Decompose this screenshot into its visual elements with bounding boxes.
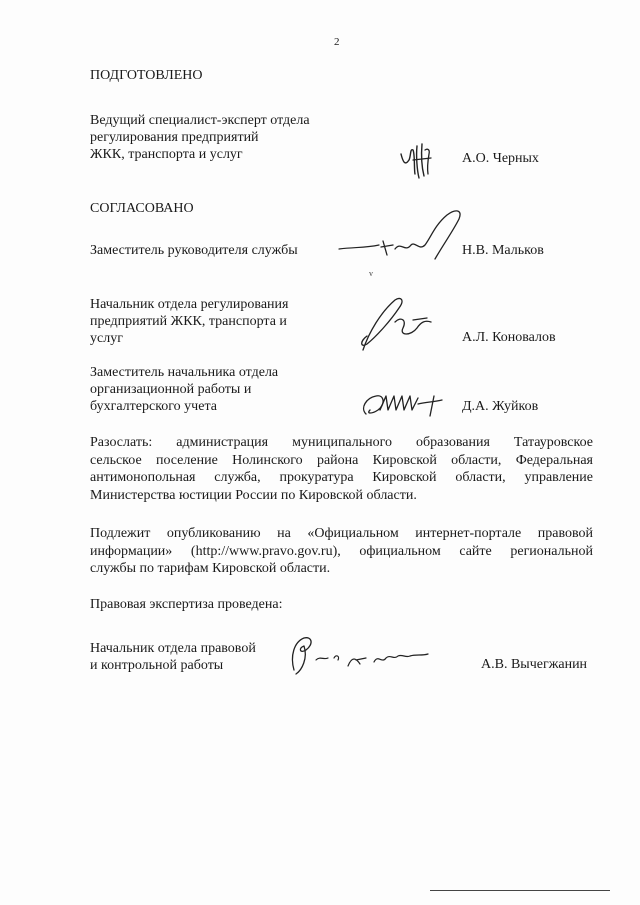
position-line: предприятий ЖКК, транспорта и xyxy=(90,314,287,329)
position-line: бухгалтерского учета xyxy=(90,399,217,414)
position-line: регулирования предприятий xyxy=(90,130,259,145)
paragraph-line: Подлежит опубликованию на «Официальном интернет-портале правовой xyxy=(90,526,593,541)
legal-review-position xyxy=(90,640,256,674)
position-line: Начальник отдела регулирования xyxy=(90,297,289,312)
tick-mark: v xyxy=(369,269,373,278)
paragraph-line: информации» (http://www.pravo.gov.ru), официальном сайте региональной xyxy=(90,543,593,559)
position-line: услуг xyxy=(90,331,123,346)
position-line: Начальник отдела правовой xyxy=(90,641,256,656)
signature-chernykh xyxy=(395,140,445,184)
position-line: и контрольной работы xyxy=(90,658,224,673)
legal-review-statement: Правовая экспертиза проведена: xyxy=(90,597,283,612)
paragraph-line: антимонопольная служба, прокуратура Кировской области, управление xyxy=(90,470,593,485)
signer-2-name: А.Л. Коновалов xyxy=(462,330,556,345)
signer-3-position xyxy=(90,364,278,415)
page-number: 2 xyxy=(334,36,340,48)
distribution-paragraph xyxy=(90,434,593,504)
position-line: ЖКК, транспорта и услуг xyxy=(90,147,243,162)
signer-3-name: Д.А. Жуйков xyxy=(462,399,539,414)
position-line: Заместитель начальника отдела xyxy=(90,365,279,380)
paragraph-line: Министерства юстиции России по Кировской области. xyxy=(90,487,417,503)
prepared-heading: ПОДГОТОВЛЕНО xyxy=(90,68,203,83)
position-line: Ведущий специалист-эксперт отдела xyxy=(90,113,310,128)
footer-rule xyxy=(430,890,610,891)
signer-1-position: Заместитель руководителя службы xyxy=(90,243,298,258)
agreed-heading: СОГЛАСОВАНО xyxy=(90,201,194,216)
prepared-position xyxy=(90,112,310,163)
signature-vychegzhanin xyxy=(282,630,442,680)
signer-2-position xyxy=(90,296,288,347)
signature-zhuykov xyxy=(356,386,460,422)
signature-malkov xyxy=(335,205,475,269)
signature-konovalov xyxy=(355,292,455,358)
paragraph-line: Разослать: администрация муниципального образования Татауровское xyxy=(90,435,593,450)
signer-1-name: Н.В. Мальков xyxy=(462,243,544,258)
position-line: организационной работы и xyxy=(90,382,252,397)
legal-review-name: А.В. Вычегжанин xyxy=(481,657,588,672)
paragraph-line: сельское поселение Нолинского района Кировской области, Федеральная xyxy=(90,452,593,468)
publication-paragraph xyxy=(90,525,593,578)
paragraph-line: службы по тарифам Кировской области. xyxy=(90,561,331,576)
prepared-name: А.О. Черных xyxy=(462,151,539,166)
